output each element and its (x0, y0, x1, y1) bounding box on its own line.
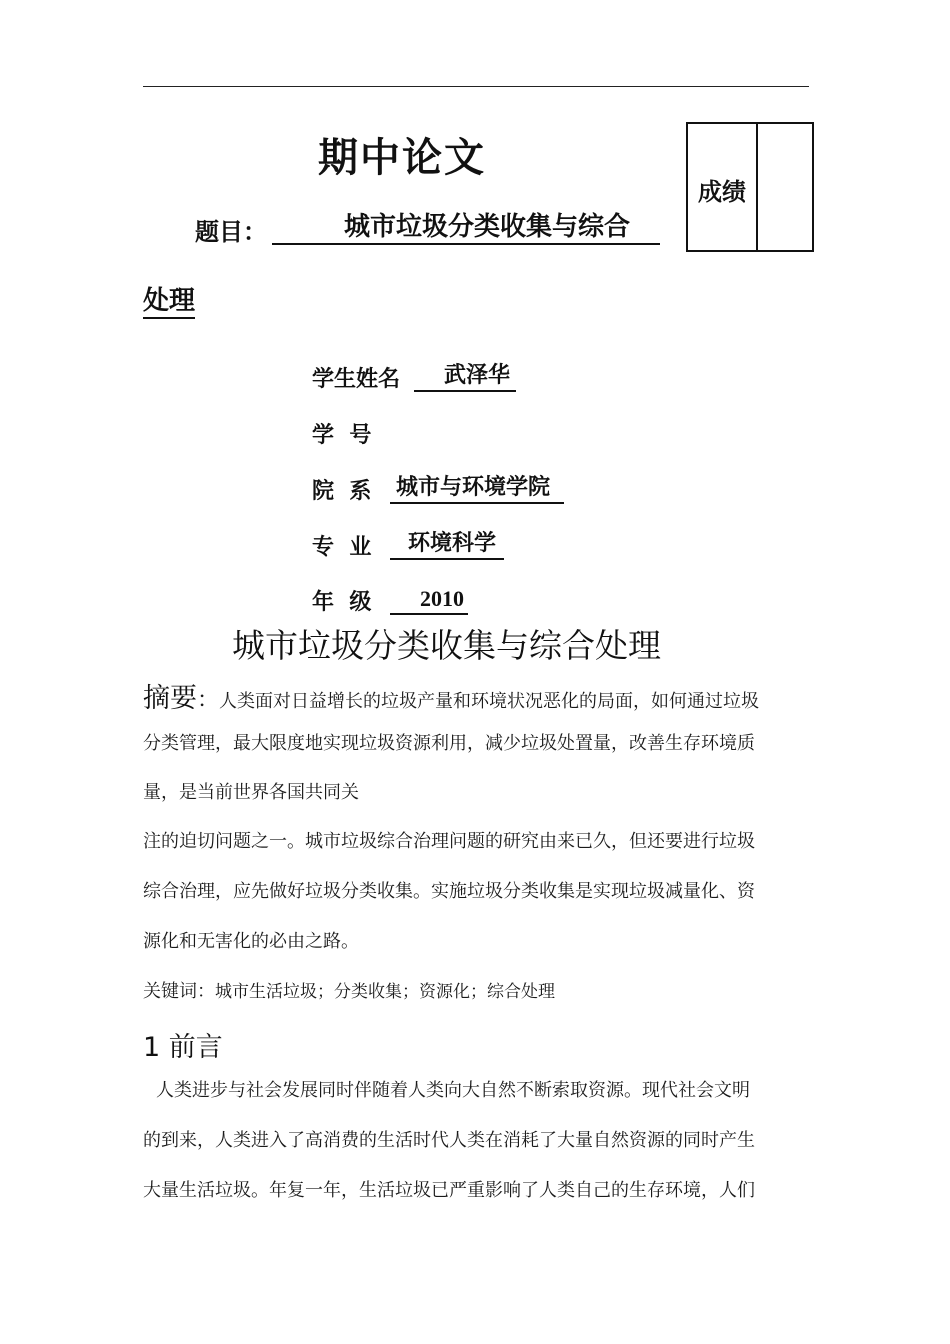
paper-heading: 期中论文 (318, 135, 486, 181)
topic-value-line2: 处理 (143, 285, 195, 319)
major-label: 专 业 (312, 535, 372, 560)
student-name-value: 武泽华 (414, 362, 516, 392)
abstract-line: 注的迫切问题之一。城市垃圾综合治理问题的研究由来已久，但还要进行垃圾 (143, 831, 755, 852)
keywords-value: 城市生活垃圾；分类收集；资源化；综合处理 (215, 982, 555, 1002)
section-heading: 1 前言 (143, 1032, 223, 1063)
major-value: 环境科学 (390, 530, 504, 560)
abstract-line: 人类面对日益增长的垃圾产量和环境状况恶化的局面，如何通过垃圾 (219, 691, 760, 712)
department-value: 城市与环境学院 (390, 474, 564, 504)
topic-value-line1: 城市垃圾分类收集与综合 (272, 212, 660, 245)
grade-box (686, 122, 814, 252)
grade-year-label: 年 级 (312, 590, 372, 615)
abstract-colon: ： (197, 688, 220, 713)
grade-label: 成绩 (698, 178, 746, 206)
abstract-line: 量，是当前世界各国共同关 (143, 782, 359, 803)
keywords-label: 关键词： (143, 981, 215, 1002)
abstract-first-line (143, 676, 759, 715)
intro-line: 大量生活垃圾。年复一年，生活垃圾已严重影响了人类自己的生存环境，人们 (143, 1180, 755, 1201)
keywords-line (143, 980, 555, 1004)
student-id-label: 学 号 (312, 423, 372, 448)
grade-year-value: 2010 (390, 585, 468, 615)
intro-line: 人类进步与社会发展同时伴随着人类向大自然不断索取资源。现代社会文明 (156, 1080, 750, 1101)
abstract-line: 综合治理，应先做好垃圾分类收集。实施垃圾分类收集是实现垃圾减量化、资 (143, 881, 755, 902)
abstract-line: 分类管理，最大限度地实现垃圾资源利用，减少垃圾处置量，改善生存环境质 (143, 733, 755, 754)
abstract-label: 摘要 (143, 683, 197, 714)
grade-box-divider (756, 124, 758, 250)
student-name-label: 学生姓名 (312, 367, 401, 392)
abstract-line: 源化和无害化的必由之路。 (143, 931, 359, 952)
article-title: 城市垃圾分类收集与综合处理 (232, 626, 661, 665)
intro-line: 的到来，人类进入了高消费的生活时代人类在消耗了大量自然资源的同时产生 (143, 1130, 755, 1151)
topic-label: 题目： (195, 218, 267, 246)
top-rule (143, 86, 809, 87)
department-label: 院 系 (312, 479, 372, 504)
